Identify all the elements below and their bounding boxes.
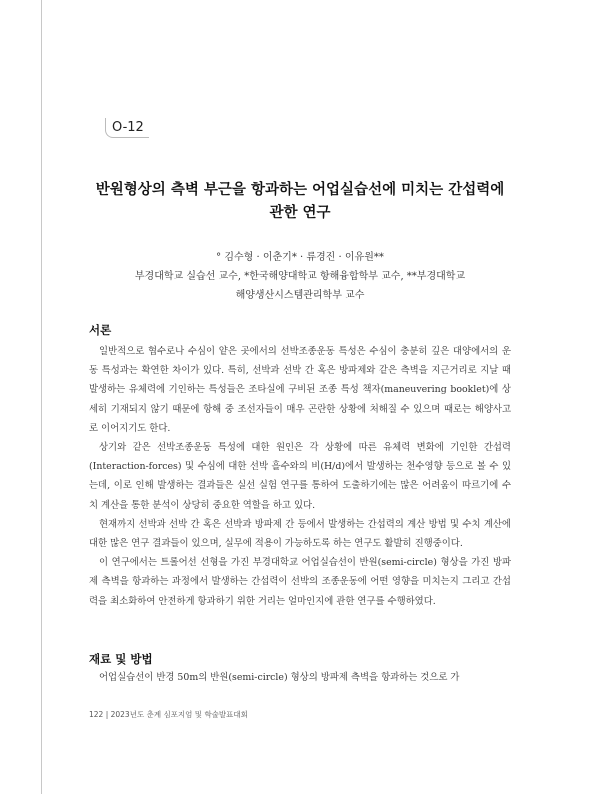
margin-rule: [41, 0, 42, 794]
intro-paragraph-1: 일반적으로 협수로나 수심이 얕은 곳에서의 선박조종운동 특성은 수심이 충분히 깊은 대양에서의 운동 특성과는 확연한 차이가 있다. 특히, 선박과 선박 간 혹은 방파제와 같은 측벽을 지근거리로 지날 때 발생하는 유체력에 기인하는 특성들은 조타실에 구비된 조종 특성 책자(maneuvering booklet)에 상세히 기재되지 않기 때문에 항해 중 조선자들이 매우 곤란한 상황에 처해질 수 있으며 때로는 해양사고로 이어지기도 한다.: [89, 346, 511, 434]
methods-body: [89, 668, 511, 687]
paper-title: [80, 179, 520, 225]
affiliation-line-1: 부경대학교 실습선 교수, *한국해양대학교 항해융합학부 교수, **부경대학교: [134, 271, 466, 282]
intro-heading: 서론: [89, 323, 112, 337]
intro-body: [89, 342, 511, 611]
title-line-1: 반원형상의 측벽 부근을 항과하는 어업실습선에 미치는 간섭력에: [95, 182, 505, 198]
intro-paragraph-4: 이 연구에서는 트롤어선 선형을 가진 부경대학교 어업실습선이 반원(semi-circle) 형상을 가진 방파제 측벽을 항과하는 과정에서 발생하는 간섭력이 선박의 조종운동에 어떤 영향을 미치는지 그리고 간섭력을 최소화하여 안전하게 항과하기 위한 거리는 얼마인지에 관한 연구를 수행하였다.: [89, 557, 511, 607]
methods-paragraph-1: 어업실습선이 반경 50m의 반원(semi-circle) 형상의 방파제 측벽을 항과하는 것으로 가: [99, 672, 460, 683]
page-footer: 122 | 2023년도 춘계 심포지엄 및 학술발표대회: [89, 710, 248, 719]
affiliation-line-2: 해양생산시스템관리학부 교수: [235, 290, 365, 301]
author-names: ° 김수형 · 이춘기* · 류경진 · 이유원**: [216, 252, 384, 263]
author-block: [60, 248, 540, 305]
intro-paragraph-2: 상기와 같은 선박조종운동 특성에 대한 원인은 각 상황에 따른 유체력 변화에 기인한 간섭력(Interaction-forces) 및 수심에 대한 선박 흘수와의 비(H/d)에서 발생하는 천수영향 등으로 볼 수 있는데, 이로 인해 발생하는 결과들은 실선 실험 연구를 통하여 도출하기에는 많은 어려움이 따르기에 수치 계산을 통한 분석이 상당히 중요한 역할을 하고 있다.: [89, 442, 511, 511]
methods-heading: 재료 및 방법: [89, 652, 153, 666]
intro-paragraph-3: 현재까지 선박과 선박 간 혹은 선박과 방파제 간 등에서 발생하는 간섭력의 계산 방법 및 수치 계산에 대한 많은 연구 결과들이 있으며, 실무에 적용이 가능하도록 하는 연구도 활발히 진행중이다.: [89, 518, 511, 550]
abstract-code-label: O-12: [105, 118, 149, 138]
title-line-2: 관한 연구: [269, 205, 331, 221]
